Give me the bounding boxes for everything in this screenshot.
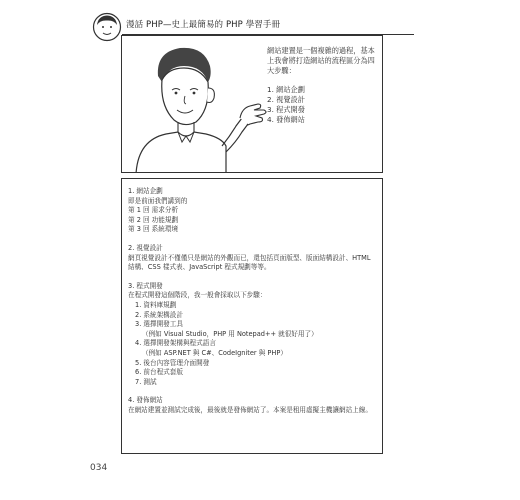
speech-intro: 網站建置是一個複雜的過程，基本上我會將打造網站的流程區分為四大步驟： [267,46,375,76]
speech-step: 2. 視覺設計 [267,94,305,104]
section-heading: 1. 網站企劃 [128,187,163,195]
section-publish [128,396,378,415]
dev-step: 4. 選擇開發架構與程式語言 [135,339,216,348]
section-intro: 在程式開發這個階段，我一般會採取以下步驟： [128,291,267,300]
section-line: 第 1 回 需求分析 [128,206,179,215]
speech-step: 1. 網站企劃 [267,84,305,94]
speech-step-list [267,85,379,126]
section-heading: 3. 程式開發 [128,281,163,290]
speech-step: 4. 發佈網站 [267,115,305,125]
avatar-icon [92,12,122,42]
dev-step: 6. 前台程式套版 [135,368,183,377]
text-panel [121,178,383,454]
dev-step-note: （例如 ASP.NET 與 C#、CodeIgniter 與 PHP） [142,348,287,357]
presenter-illustration [122,36,272,173]
section-heading: 4. 發佈網站 [128,396,163,405]
dev-step: 5. 後台內容管理介面開發 [135,358,210,367]
dev-step: 7. 測試 [135,377,157,386]
section-heading: 2. 視覺設計 [128,243,163,252]
section-line: 第 3 回 系統環境 [128,225,179,234]
section-visual-design [128,244,378,273]
panel-content [128,187,378,424]
header-title: 漫話 PHP—史上最簡易的 PHP 學習手冊 [126,20,281,30]
dev-step: 2. 系統架構設計 [135,310,183,319]
section-paragraph: 網頁視覺設計不僅僅只是網站的外觀而已，還包括頁面版型、版面結構設計、HTML 結構、CSS 樣式表、JavaScript 程式規劃等等。 [128,253,371,272]
section-paragraph: 在網站建置並測試完成後，最後就是發佈網站了。本案是租用虛擬主機讓網站上線。 [128,405,372,414]
dev-step: 3. 選擇開發工具 [135,320,183,329]
section-development [128,282,378,388]
page-number: 034 [90,463,108,473]
illustration-panel [121,35,383,173]
section-planning [128,187,378,235]
section-line: 即是前面我們講到的 [128,196,188,205]
dev-step: 1. 資料庫規劃 [135,300,177,309]
section-line: 第 2 回 功能規劃 [128,215,179,224]
speech-text [267,46,379,125]
speech-step: 3. 程式開發 [267,105,305,115]
dev-step-note: （例如 Visual Studio，PHP 用 Notepad++ 就很好用了） [142,329,318,338]
